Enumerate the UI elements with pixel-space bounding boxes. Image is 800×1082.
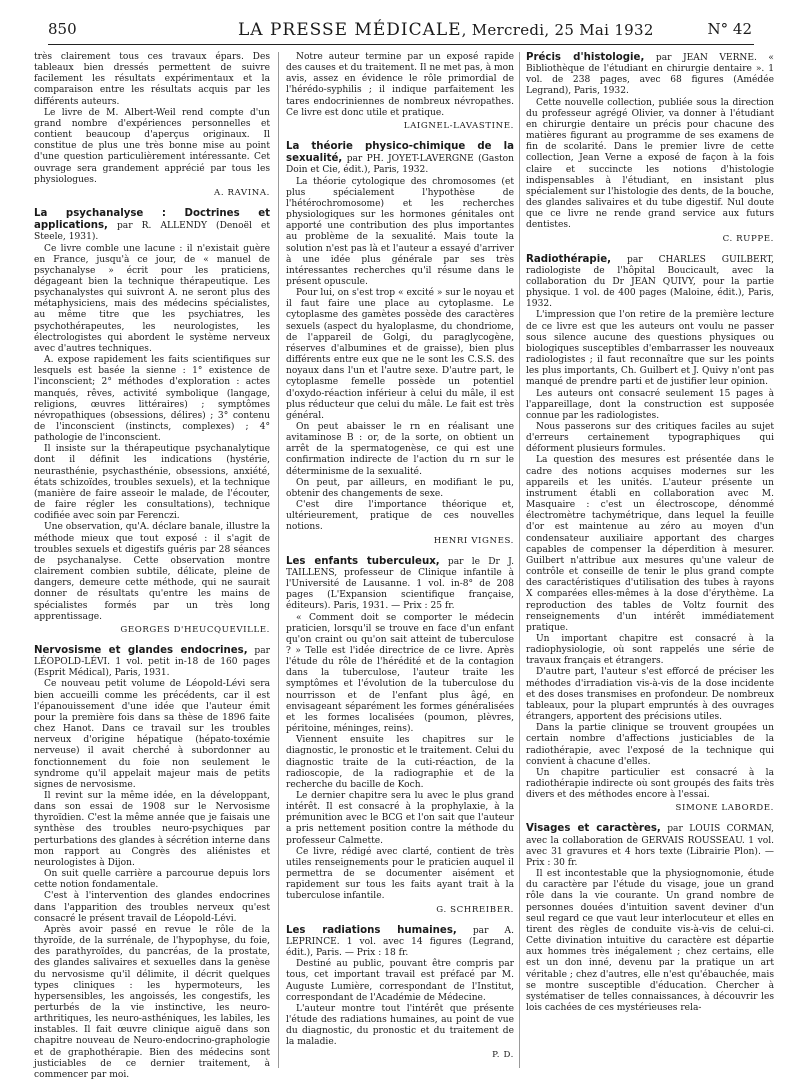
paragraph: D'autre part, l'auteur s'est efforcé de préciser les méthodes d'irradiation vis-à-vis de la dose incidente et des doses transmises en profondeur. De nombreux tableaux, pour la plupart empruntés à des ouvrages étrangers, apportent des précisions utiles. [526, 667, 774, 723]
reviewer-signature: SIMONE LABORDE. [675, 803, 774, 814]
paragraph: A. expose rapidement les faits scientifiques sur lesquels est basée la sienne : 1° existence de l'inconscient; 2° méthodes d'exploration : actes manqués, rêves, activité symbolique (langage, religions, œuvres littéraires) ; symptômes névropathiques (obsessions, délires) ; 3° contenu de l'inconscient (instincts, complexes) ; 4° pathologie de l'inconscient. [34, 355, 270, 444]
paragraph: Destiné au public, pouvant être compris par tous, cet important travail est préfacé par M. Auguste Lumière, correspondant de l'Institut, correspondant de l'Académie de Médecine. [286, 959, 514, 1003]
page-number: 850 [48, 20, 77, 38]
paragraph: très clairement tous ces travaux épars. Des tableaux bien dressés permettent de suivre facilement les résultats expérimentaux et la comparaison entre les résultats acquis par les différents auteurs. [34, 52, 270, 107]
paragraph: La théorie cytologique des chromosomes (et plus spécialement l'hypothèse de l'hétérochromosome) et les recherches physiologiques sur les hormones génitales ont apporté une contribution des plus importantes au problème de la sexualité. Mais toute la solution n'est pas là et l'auteur a essayé d'arriver à une idée plus générale par ses très intéressantes recherches qu'il résume dans le présent opuscule. [286, 176, 514, 287]
running-title [238, 20, 654, 40]
reviewer-signature: A. RAVINA. [214, 187, 270, 198]
review-heading [286, 556, 514, 613]
paragraph: Il revint sur la même idée, en la développant, dans son essai de 1908 sur le Nervosisme thyroïdien. C'est la même année que je faisais une synthèse des troubles neuro-psychiques par perturbations des glandes à sécrétion interne dans mon rapport au Congrès des aliénistes et neurologistes à Dijon. [34, 791, 270, 868]
review-heading [526, 52, 774, 98]
column-rule [278, 52, 279, 1068]
review-heading [34, 645, 270, 679]
paragraph: L'impression que l'on retire de la première lecture de ce livre est que les auteurs ont voulu ne passer sous silence aucune des questions physiques ou biologiques susceptibles d'embarrasser les nouveaux radiologistes ; il faut reconnaître que sur les points les plus importants, Ch. Guilbert et J. Quivy n'ont pas manqué de prendre parti et de justifier leur opinion. [526, 310, 774, 388]
review-meta: par LOUIS CORMAN, avec la collaboration de GERVAIS ROUSSEAU. 1 vol. avec 31 gravures et 4 hors texte (Librairie Plon). — Prix : 30 fr. [526, 824, 774, 868]
review-title: Précis d'histologie, [526, 52, 645, 63]
review-title: Les radiations humaines, [286, 924, 457, 936]
review-title: Les enfants tuberculeux, [286, 555, 440, 567]
reviewer-signature: G. SCHREIBER. [436, 904, 514, 915]
paragraph: L'auteur montre tout l'intérêt que présente l'étude des radiations humaines, au point de vue du diagnostic, du pronostic et du traitement de la maladie. [286, 1003, 514, 1048]
paragraph: On suit quelle carrière a parcourue depuis lors cette notion fondamentale. [34, 869, 270, 891]
review-heading [34, 208, 270, 243]
paragraph: On peut abaisser le rn en réalisant une avitaminose B : or, de la sorte, on obtient un arrêt de la spermatogenèse, ce qui est une confirmation indirecte de l'action du rn sur le déterminisme de la sexualité. [286, 422, 514, 477]
paragraph: Ce livre comble une lacune : il n'existait guère en France, jusqu'à ce jour, de « manuel de psychanalyse » écrit pour les praticiens, dégageant bien la technique thérapeutique. Les psychanalystes qui suivront A. ne seront plus des métaphysiciens, mais des médecins spécialistes, au même titre que les psychiatres, les psychothérapeutes, les neurologistes, les électrologistes qui abordent le système nerveux avec d'autres techniques. [34, 243, 270, 354]
journal-name: LA PRESSE MÉDICALE [238, 20, 462, 40]
review-title: Visages et caractères, [526, 823, 661, 835]
reviewer-signature: C. RUPPE. [722, 233, 774, 244]
review-meta: par le Dr J. TAILLENS, professeur de Clinique infantile à l'Université de Lausanne. 1 vol. in-8° de 208 pages (L'Expansion scientifique française, éditeurs). Paris, 1931. — Prix : 25 fr. [286, 556, 514, 612]
review-meta: par LÉOPOLD-LÉVI. 1 vol. petit in-18 de 160 pages (Esprit Médical), Paris, 1931. [34, 645, 270, 679]
paragraph: Le dernier chapitre sera lu avec le plus grand intérêt. Il est consacré à la prophylaxie, à la prémunition avec le BCG et l'on sait que l'auteur a pris nettement position contre la méthode du professeur Calmette. [286, 791, 514, 846]
reviewer-signature: P. D. [492, 1050, 514, 1061]
review-title: Radiothérapie, [526, 253, 611, 265]
reviewer-signature: GEORGES D'HEUCQUEVILLE. [120, 624, 270, 635]
review-meta: par PH. JOYET-LAVERGNE (Gaston Doin et Cie, édit.), Paris, 1932. [286, 154, 514, 176]
paragraph: C'est à l'intervention des glandes endocrines dans l'apparition des troubles nerveux qu'est consacré le présent travail de Léopold-Lévi. [34, 891, 270, 924]
review-meta: par JEAN VERNE. « Bibliothèque de l'étudiant en chirurgie dentaire ». 1 vol. de 238 pages, avec 68 figures (Amédée Legrand), Paris, 1932. [526, 53, 774, 97]
paragraph: On peut, par ailleurs, en modifiant le pu, obtenir des changements de sexe. [286, 477, 514, 499]
paragraph: Le livre de M. Albert-Weil rend compte d'un grand nombre d'expériences personnelles et contient beaucoup d'aperçus originaux. Il constitue de plus une très bonne mise au point d'une question particulièrement intéressante. Cet ouvrage sera grandement apprécié par tous les physiologues. [34, 107, 270, 185]
paragraph: Ce livre, rédigé avec clarté, contient de très utiles renseignements pour le praticien auquel il permettra de se documenter aisément et rapidement sur tous les faits ayant trait à la tuberculose infantile. [286, 846, 514, 902]
paragraph: Une observation, qu'A. déclare banale, illustre la méthode mieux que tout exposé : il s'agit de troubles sexuels et digestifs guéris par 28 séances de psychanalyse. Cette observation montre clairement combien subtile, délicate, pleine de dangers, demeure cette méthode, qui ne saurait donner de résultats qu'entre les mains de spécialistes formés par un très long apprentissage. [34, 522, 270, 622]
issue-number: N° 42 [707, 20, 752, 38]
paragraph: C'est dire l'importance théorique et, ultérieurement, pratique de ces nouvelles notions. [286, 500, 514, 533]
page-header [48, 18, 754, 45]
paragraph: Un important chapitre est consacré à la radiophysiologie, où sont rappelés une série de travaux français et étrangers. [526, 633, 774, 667]
paragraph: Les auteurs ont consacré seulement 15 pages à l'appareillage, dont la construction est supposée connue par les radiologistes. [526, 388, 774, 421]
review-heading [286, 141, 514, 176]
paragraph: Nous passerons sur des critiques faciles au sujet d'erreurs certainement typographiques qui déforment plusieurs formules. [526, 422, 774, 455]
paragraph: Il est incontestable que la physiognomonie, étude du caractère par l'étude du visage, joue un grand rôle dans la vie courante. Un grand nombre de personnes douées d'intuition savent deviner d'un seul regard ce que vaut leur interlocuteur et elles en tirent des règles de conduite vis-à-vis de celui-ci. Cette divination intuitive du caractère est départie aux hommes très inégalement ; chez certains, elle est un don inné, devenu par la pratique un art véritable ; chez d'autres, elle n'est qu'ébauchée, mais se montre susceptible d'éducation. Chercher à systématiser de telles connaissances, à découvrir les lois cachées de ces mystérieuses rela- [526, 869, 774, 1013]
review-title: La psychanalyse : Doctrines et applications, [34, 208, 270, 232]
paragraph: « Comment doit se comporter le médecin praticien, lorsqu'il se trouve en face d'un enfant qu'on craint ou qu'on sait atteint de tuberculose ? » Telle est l'idée directrice de ce livre. Après l'étude du rôle de l'hérédité et de la contagion dans la tuberculose, l'auteur traite les symptômes et l'évolution de la tuberculose du nourrisson et de l'enfant plus âgé, en envisageant séparément les formes généralisées et les formes localisées (poumon, plèvres, péritoine, méninges, reins). [286, 612, 514, 735]
paragraph: Pour lui, on s'est trop « excité » sur le noyau et il faut faire une place au cytoplasme. Le cytoplasme des gamètes possède des caractères sexuels (aspect du hyaloplasme, du chondriome, de l'appareil de Golgi, du paraglycogène, réserves d'albumines et de graisse), bien plus différents entre eux que ne le sont les C.S.S. des noyaux dans l'un et l'autre sexe. D'autre part, le cytoplasme femelle possède un potentiel d'oxydo-réaction inférieur à celui du mâle, il est plus réducteur que celui du mâle. Le fait est très général. [286, 288, 514, 421]
paragraph: La question des mesures est présentée dans le cadre des notions acquises modernes sur les appareils et les unités. L'auteur présente un instrument établi en collaboration avec M. Masquaire : c'est un électroscope, dénommé électromètre tachymétrique, dans lequel la feuille d'or est maintenue au zéro au moyen d'un condensateur auxiliaire apportant des charges capables de compenser la déperdition à mesurer. Guilbert n'attribue aux mesures qu'une valeur de contrôle et conseille de tenir le plus grand compte des caractéristiques d'utilisation des tubes à rayons X comparées elles-mêmes à la dose d'érythème. La reproduction des tables de Voltz fournit des renseignements d'un intérêt immédiatement pratique. [526, 455, 774, 633]
column-left [34, 52, 270, 1080]
review-title: Nervosisme et glandes endocrines, [34, 644, 248, 656]
column-middle [286, 52, 514, 1072]
issue-date: , Mercredi, 25 Mai 1932 [461, 21, 654, 39]
paragraph: Viennent ensuite les chapitres sur le diagnostic, le pronostic et le traitement. Celui du diagnostic traite de la cuti-réaction, de la radioscopie, de la radiographie et de la recherche du bacille de Koch. [286, 735, 514, 790]
paragraph: Dans la partie clinique se trouvent groupées un certain nombre d'affections justiciables de la radiothérapie, avec l'exposé de la technique qui convient à chacune d'elles. [526, 723, 774, 767]
review-meta: par A. LEPRINCE. 1 vol. avec 14 figures (Legrand, édit.), Paris. — Prix : 18 fr. [286, 925, 514, 959]
review-meta: par R. ALLENDY (Denoël et Steele, 1931). [34, 221, 270, 243]
paragraph: Ce nouveau petit volume de Léopold-Lévi sera bien accueilli comme les précédents, car il est l'épanouissement d'une idée que l'auteur émit pour la première fois dans sa thèse de 1896 faite chez Hanot. Dans ce travail sur les troubles nerveux d'origine hépatique (hépato-toxémie nerveuse) il avait cherché à subordonner au fonctionnement du foie non seulement le syndrome qu'il appelait majeur mais de petits signes de nervosisme. [34, 679, 270, 790]
review-heading [526, 823, 774, 869]
review-heading [286, 925, 514, 959]
review-meta: par CHARLES GUILBERT, radiologiste de l'hôpital Boucicault, avec la collaboration du Dr JEAN QUIVY, pour la partie physique. 1 vol. de 400 pages (Maloine, édit.), Paris, 1932. [526, 254, 774, 310]
paragraph: Après avoir passé en revue le rôle de la thyroïde, de la surrénale, de l'hypophyse, du foie, des parathyroïdes, du pancréas, de la prostate, des glandes salivaires et sexuelles dans la genèse du nervosisme qu'il délimite, il décrit quelques types cliniques : les hypermoteurs, les hypersensibles, les angoissés, les congestifs, les perturbés de la vie instinctive, les neuro-arthritiques, les neuro-asthéniques, les labiles, les instables. Il fait œuvre clinique aiguë dans son chapitre nouveau de Neuro-endocrino-graphologie et de graphothérapie. Bien des médecins sont justiciables de ce dernier traitement, à commencer par moi. [34, 924, 270, 1080]
reviewer-signature: LAIGNEL-LAVASTINE. [403, 120, 514, 131]
review-heading [526, 254, 774, 311]
review-title: La théorie physico-chimique de la sexualité, [286, 141, 514, 165]
paragraph: Il insiste sur la thérapeutique psychanalytique dont il définit les indications (hystérie, neurasthénie, psychasthénie, obsessions, anxiété, états schizoïdes, troubles sexuels), et la technique (manière de faire asseoir le malade, de l'écouter, de faire régler les consultations), technique codifiée avec soin par Ferenczi. [34, 444, 270, 522]
column-rule [519, 52, 520, 1068]
column-right [526, 52, 774, 1072]
paragraph: Un chapitre particulier est consacré à la radiothérapie indirecte où sont groupés des faits très divers et des méthodes encore à l'essai. [526, 767, 774, 801]
paragraph: Notre auteur termine par un exposé rapide des causes et du traitement. Il ne met pas, à mon avis, assez en évidence le rôle primordial de l'hérédo-syphilis ; il indique parfaitement les tares endocriniennes de nombreux névropathes. Ce livre est donc utile et pratique. [286, 52, 514, 118]
paragraph: Cette nouvelle collection, publiée sous la direction du professeur agrégé Olivier, va donner à l'étudiant en chirurgie dentaire un précis pour chacune des matières figurant au programme de ses examens de fin de scolarité. Dans le premier livre de cette collection, Jean Verne a exposé de façon à la fois claire et succincte les notions d'histologie indispensables à l'étudiant, en insistant plus spécialement sur l'histologie des dents, de la bouche, des glandes salivaires et du tube digestif. Nul doute que ce livre ne rende grand service aux futurs dentistes. [526, 97, 774, 231]
reviewer-signature: HENRI VIGNES. [433, 535, 514, 546]
